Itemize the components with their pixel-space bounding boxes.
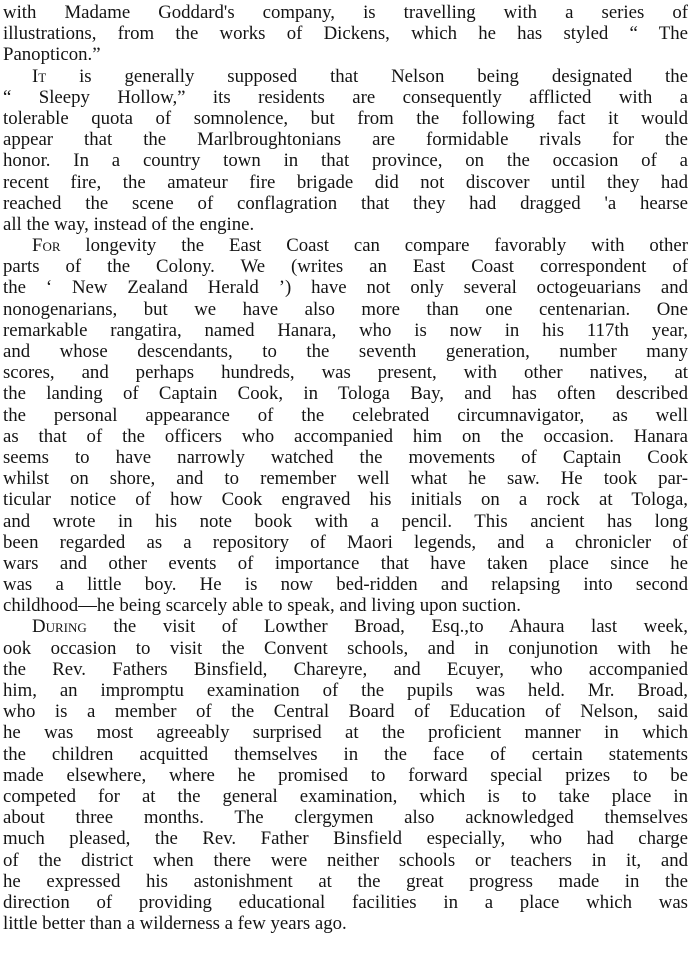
line-text: ook occasion to visit the Convent schools, and in conjunotion with he	[3, 637, 688, 659]
text-line	[3, 553, 688, 574]
line-text: the visit of Lowther Broad, Esq.,to Ahaura last week,	[86, 616, 688, 638]
paragraph-lead-word: It	[32, 65, 47, 87]
line-text: the Rev. Fathers Binsfield, Chareyre, and Ecuyer, who accompanied	[3, 658, 688, 680]
text-line	[3, 214, 688, 235]
line-text: been regarded as a repository of Maori legends, and a chronicler of	[3, 531, 688, 553]
text-line	[3, 532, 688, 553]
line-text: is generally supposed that Nelson being designated the	[46, 65, 688, 87]
text-line	[3, 680, 688, 701]
newspaper-column	[3, 2, 688, 958]
text-line	[3, 2, 688, 23]
line-text: remarkable rangatira, named Hanara, who is now in his 117th year,	[3, 319, 688, 341]
line-text: scores, and perhaps hundreds, was present, with other natives, at	[3, 362, 688, 384]
line-text: made elsewhere, where he promised to forward special prizes to be	[3, 764, 688, 786]
line-text: about three months. The clergymen also acknowledged themselves	[3, 807, 688, 829]
text-line	[3, 44, 688, 65]
line-text: and whose descendants, to the seventh generation, number many	[3, 341, 688, 362]
text-line	[3, 659, 688, 680]
line-text: the children acquitted themselves in the face of certain statements	[3, 743, 688, 765]
line-text: competed for at the general examination, which is to take place in	[3, 785, 688, 807]
text-line	[3, 172, 688, 193]
line-text: whilst on shore, and to remember well what he saw. He took par-	[3, 468, 688, 490]
text-line	[3, 638, 688, 659]
line-text: all the way, instead of the engine.	[3, 213, 255, 235]
text-line	[3, 892, 688, 913]
line-text: recent fire, the amateur fire brigade did not discover until they had	[3, 171, 688, 193]
text-line	[3, 616, 688, 637]
text-line	[3, 447, 688, 468]
line-text: who is a member of the Central Board of Education of Nelson, said	[3, 701, 688, 723]
text-line	[3, 150, 688, 171]
text-line	[3, 595, 688, 616]
text-line	[3, 765, 688, 786]
text-line	[3, 828, 688, 849]
text-line	[3, 362, 688, 383]
text-line	[3, 744, 688, 765]
text-line	[3, 299, 688, 320]
text-line	[3, 256, 688, 277]
line-text: as that of the officers who accompanied him on the occasion. Hanara	[3, 425, 688, 447]
text-line	[3, 913, 688, 934]
line-text: seems to have narrowly watched the movements of Captain Cook	[3, 446, 688, 468]
line-text: the ‘ New Zealand Herald ’) have not only several octogeuarians and	[3, 277, 688, 299]
line-text: “ Sleepy Hollow,” its residents are consequently afflicted with a	[3, 86, 688, 108]
line-text: ticular notice of how Cook engraved his initials on a rock at Tologa,	[3, 489, 688, 511]
text-line	[3, 807, 688, 828]
line-text: with Madame Goddard's company, is travelling with a series of	[3, 2, 688, 23]
line-text: direction of providing educational facilities in a place which was	[3, 891, 688, 913]
line-text: much pleased, the Rev. Father Binsfield especially, who had charge	[3, 828, 688, 850]
text-line	[3, 489, 688, 510]
text-line	[3, 468, 688, 489]
line-text: the personal appearance of the celebrated circumnavigator, as well	[3, 404, 688, 426]
text-line	[3, 405, 688, 426]
text-line	[3, 426, 688, 447]
text-line	[3, 320, 688, 341]
text-line	[3, 341, 688, 362]
line-text: Panopticon.”	[3, 44, 101, 66]
text-line	[3, 87, 688, 108]
line-text: he expressed his astonishment at the great progress made in the	[3, 870, 688, 892]
text-line	[3, 193, 688, 214]
text-line	[3, 574, 688, 595]
text-line	[3, 66, 688, 87]
line-text: childhood—he being scarcely able to speak, and living upon suction.	[3, 595, 521, 617]
text-line	[3, 108, 688, 129]
paragraph-lead-word: For	[32, 235, 61, 257]
line-text: appear that the Marlbroughtonians are formidable rivals for the	[3, 129, 688, 151]
text-line	[3, 722, 688, 743]
text-line	[3, 235, 688, 256]
text-line	[3, 871, 688, 892]
line-text: tolerable quota of somnolence, but from the following fact it would	[3, 107, 688, 129]
text-line	[3, 850, 688, 871]
line-text: was a little boy. He is now bed-ridden and relapsing into second	[3, 574, 688, 596]
line-text: illustrations, from the works of Dickens, which he has styled “ The	[3, 23, 688, 45]
paragraph-lead-word: During	[32, 616, 87, 638]
text-line	[3, 701, 688, 722]
line-text: he was most agreeably surprised at the proficient manner in which	[3, 722, 688, 744]
line-text: the landing of Captain Cook, in Tologa Bay, and has often described	[3, 383, 688, 405]
text-line	[3, 511, 688, 532]
text-line	[3, 786, 688, 807]
line-text: honor. In a country town in that province, on the occasion of a	[3, 150, 688, 172]
text-line	[3, 129, 688, 150]
text-line	[3, 23, 688, 44]
line-text: little better than a wilderness a few years ago.	[3, 913, 347, 935]
line-text: longevity the East Coast can compare favorably with other	[60, 235, 688, 257]
text-line	[3, 383, 688, 404]
line-text: and wrote in his note book with a pencil. This ancient has long	[3, 510, 688, 532]
text-line	[3, 277, 688, 298]
line-text: parts of the Colony. We (writes an East Coast correspondent of	[3, 256, 688, 278]
line-text: him, an impromptu examination of the pupils was held. Mr. Broad,	[3, 680, 688, 701]
line-text: nonogenarians, but we have also more than one centenarian. One	[3, 298, 688, 320]
line-text: of the district when there were neither schools or teachers in it, and	[3, 849, 688, 871]
line-text: reached the scene of conflagration that they had dragged 'a hearse	[3, 192, 688, 214]
line-text: wars and other events of importance that have taken place since he	[3, 552, 688, 574]
